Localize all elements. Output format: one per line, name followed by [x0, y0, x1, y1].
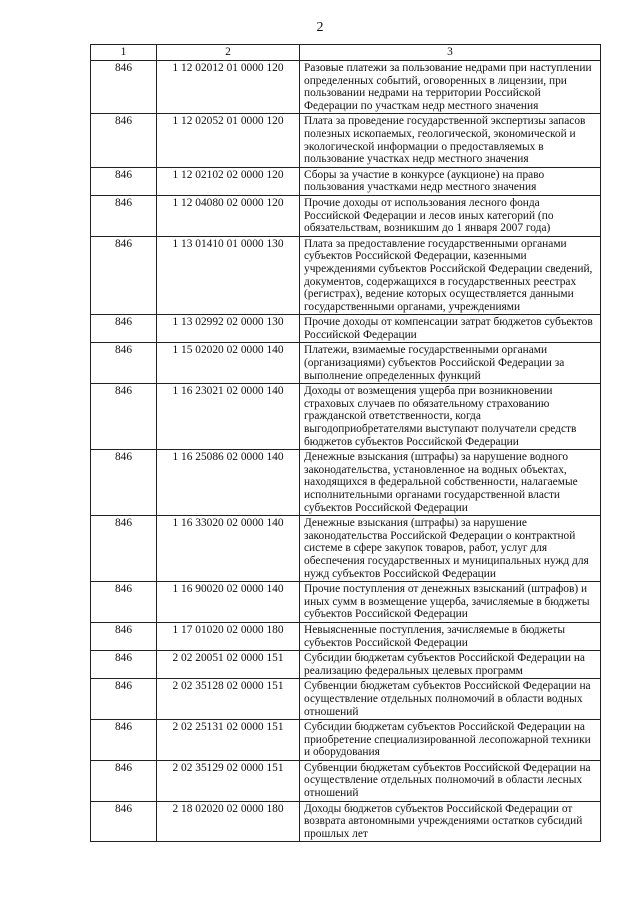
admin-code-cell: 846 [91, 61, 157, 114]
description-cell: Прочие поступления от денежных взысканий (штрафов) и иных сумм в возмещение ущерба, зачисляемые в бюджеты субъектов Российской Федерации [300, 582, 601, 623]
table-row [91, 450, 601, 516]
kbk-code-cell: 1 12 04080 02 0000 120 [157, 195, 300, 236]
description-cell: Субсидии бюджетам субъектов Российской Федерации на реализацию федеральных целевых программ [300, 651, 601, 679]
kbk-code-cell: 2 02 20051 02 0000 151 [157, 651, 300, 679]
description-cell: Доходы от возмещения ущерба при возникновении страховых случаев по обязательному страхованию гражданской ответственности, когда выгодоприобретателями выступают получатели средств бюджетов субъектов Российской Федерации [300, 384, 601, 450]
page-number: 2 [316, 20, 324, 35]
kbk-code-cell: 1 16 25086 02 0000 140 [157, 450, 300, 516]
revenue-codes-table [90, 44, 601, 842]
table-body [91, 61, 601, 842]
admin-code-cell: 846 [91, 516, 157, 582]
description-cell: Невыясненные поступления, зачисляемые в бюджеты субъектов Российской Федерации [300, 622, 601, 650]
description-cell: Прочие доходы от использования лесного фонда Российской Федерации и лесов иных категорий (по обязательствам, возникшим до 1 января 2007 года) [300, 195, 601, 236]
admin-code-cell: 846 [91, 582, 157, 623]
description-cell: Плата за предоставление государственными органами субъектов Российской Федерации, казенными учреждениями субъектов Российской Федерации сведений, документов, содержащихся в государственных реестрах (регистрах), ведение которых осуществляется данными государственными органами, учреждениями [300, 236, 601, 315]
admin-code-cell: 846 [91, 236, 157, 315]
description-cell: Сборы за участие в конкурсе (аукционе) на право пользования участками недр местного значения [300, 167, 601, 195]
admin-code-cell: 846 [91, 114, 157, 167]
table-row [91, 114, 601, 167]
kbk-code-cell: 2 02 35128 02 0000 151 [157, 679, 300, 720]
table-row [91, 61, 601, 114]
description-cell: Субвенции бюджетам субъектов Российской Федерации на осуществление отдельных полномочий в области водных отношений [300, 679, 601, 720]
kbk-code-cell: 2 02 35129 02 0000 151 [157, 760, 300, 801]
table-row [91, 384, 601, 450]
kbk-code-cell: 1 17 01020 02 0000 180 [157, 622, 300, 650]
admin-code-cell: 846 [91, 384, 157, 450]
table-row [91, 516, 601, 582]
kbk-code-cell: 1 13 02992 02 0000 130 [157, 315, 300, 343]
table-row [91, 315, 601, 343]
column-header-2: 2 [157, 45, 300, 61]
kbk-code-cell: 1 13 01410 01 0000 130 [157, 236, 300, 315]
admin-code-cell: 846 [91, 343, 157, 384]
kbk-code-cell: 1 16 23021 02 0000 140 [157, 384, 300, 450]
admin-code-cell: 846 [91, 622, 157, 650]
description-cell: Платежи, взимаемые государственными органами (организациями) субъектов Российской Федерации за выполнение определенных функций [300, 343, 601, 384]
description-cell: Прочие доходы от компенсации затрат бюджетов субъектов Российской Федерации [300, 315, 601, 343]
description-cell: Субсидии бюджетам субъектов Российской Федерации на приобретение специализированной лесопожарной техники и оборудования [300, 720, 601, 761]
table-row [91, 651, 601, 679]
kbk-code-cell: 1 12 02102 02 0000 120 [157, 167, 300, 195]
admin-code-cell: 846 [91, 315, 157, 343]
admin-code-cell: 846 [91, 195, 157, 236]
description-cell: Субвенции бюджетам субъектов Российской Федерации на осуществление отдельных полномочий в области лесных отношений [300, 760, 601, 801]
table-row [91, 760, 601, 801]
table-row [91, 801, 601, 842]
admin-code-cell: 846 [91, 450, 157, 516]
admin-code-cell: 846 [91, 760, 157, 801]
column-header-3: 3 [300, 45, 601, 61]
table-row [91, 167, 601, 195]
table-header-row [91, 45, 601, 61]
kbk-code-cell: 1 12 02052 01 0000 120 [157, 114, 300, 167]
description-cell: Плата за проведение государственной экспертизы запасов полезных ископаемых, геологической, экономической и экологической информации о предоставляемых в пользование участках недр местного значения [300, 114, 601, 167]
kbk-code-cell: 2 02 25131 02 0000 151 [157, 720, 300, 761]
kbk-code-cell: 1 12 02012 01 0000 120 [157, 61, 300, 114]
admin-code-cell: 846 [91, 651, 157, 679]
table-row [91, 720, 601, 761]
admin-code-cell: 846 [91, 679, 157, 720]
table-row [91, 582, 601, 623]
admin-code-cell: 846 [91, 720, 157, 761]
table-row [91, 195, 601, 236]
kbk-code-cell: 1 15 02020 02 0000 140 [157, 343, 300, 384]
description-cell: Разовые платежи за пользование недрами при наступлении определенных событий, оговоренных в лицензии, при пользовании недрами на территории Российской Федерации по участкам недр местного значения [300, 61, 601, 114]
kbk-code-cell: 1 16 33020 02 0000 140 [157, 516, 300, 582]
admin-code-cell: 846 [91, 801, 157, 842]
kbk-code-cell: 2 18 02020 02 0000 180 [157, 801, 300, 842]
description-cell: Денежные взыскания (штрафы) за нарушение законодательства Российской Федерации о контрактной системе в сфере закупок товаров, работ, услуг для обеспечения государственных и муниципальных нужд для нужд субъектов Российской Федерации [300, 516, 601, 582]
kbk-code-cell: 1 16 90020 02 0000 140 [157, 582, 300, 623]
table-row [91, 236, 601, 315]
admin-code-cell: 846 [91, 167, 157, 195]
table-row [91, 622, 601, 650]
description-cell: Денежные взыскания (штрафы) за нарушение водного законодательства, установленное на водных объектах, находящихся в федеральной собственности, налагаемые исполнительными органами государственной власти субъектов Российской Федерации [300, 450, 601, 516]
description-cell: Доходы бюджетов субъектов Российской Федерации от возврата автономными учреждениями остатков субсидий прошлых лет [300, 801, 601, 842]
table-row [91, 679, 601, 720]
column-header-1: 1 [91, 45, 157, 61]
table-row [91, 343, 601, 384]
